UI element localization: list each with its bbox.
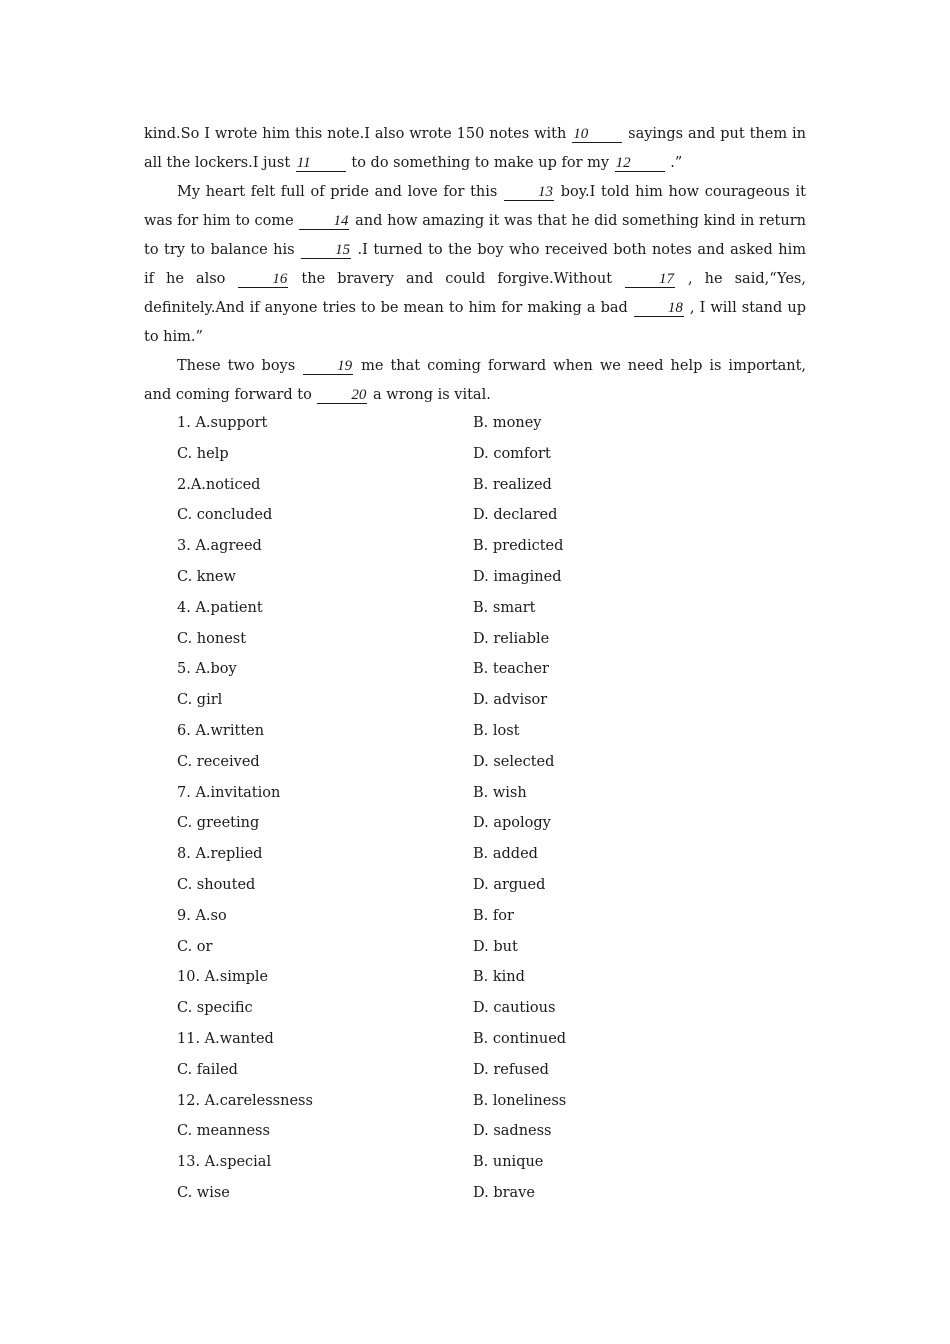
option-row (177, 471, 817, 502)
option-right: D. comfort (473, 445, 551, 462)
option-right: B. money (473, 415, 542, 431)
option-row (177, 871, 817, 902)
option-row (177, 963, 817, 994)
option-right: D. cautious (473, 1000, 556, 1017)
option-right: B. teacher (473, 661, 549, 678)
blank-13: 13 (504, 185, 554, 201)
option-row (177, 717, 817, 748)
blank-11: 11 (296, 156, 346, 172)
option-left: 7. A.invitation (177, 784, 281, 801)
option-left: C. shouted (177, 876, 256, 893)
text-run: me that coming forward when we need help is important, and coming forward to (144, 358, 807, 403)
option-row (177, 625, 817, 656)
option-right: D. advisor (473, 692, 548, 709)
text-run: the bravery and could forgive.Without (289, 271, 625, 287)
option-right: B. unique (473, 1154, 544, 1171)
text-run: , I will stand up to him.” (144, 300, 806, 345)
option-left: C. help (177, 445, 229, 462)
option-left: 9. A.so (177, 907, 227, 924)
option-row (177, 933, 817, 964)
option-row (177, 440, 817, 471)
option-row (177, 1087, 817, 1118)
blank-10: 10 (572, 127, 622, 143)
option-right: B. loneliness (473, 1092, 567, 1109)
option-right: D. imagined (473, 568, 562, 585)
option-right: B. predicted (473, 538, 564, 555)
answer-options-list (177, 409, 817, 1210)
option-right: B. kind (473, 969, 525, 986)
option-left: C. concluded (177, 507, 273, 524)
option-row (177, 994, 817, 1025)
option-left: 12. A.carelessness (177, 1092, 313, 1109)
option-left: C. received (177, 753, 260, 770)
option-row (177, 840, 817, 871)
option-row (177, 902, 817, 933)
option-right: D. apology (473, 815, 551, 832)
paragraph-3 (144, 352, 806, 410)
option-row (177, 1117, 817, 1148)
option-row (177, 1148, 817, 1179)
option-row (177, 655, 817, 686)
blank-17: 17 (625, 272, 675, 288)
blank-12: 12 (615, 156, 665, 172)
option-left: 10. A.simple (177, 969, 269, 986)
option-right: D. selected (473, 753, 555, 770)
option-right: B. lost (473, 722, 520, 739)
option-row (177, 563, 817, 594)
text-run: These two boys (177, 358, 303, 374)
option-left: 4. A.patient (177, 599, 263, 616)
option-left: 13. A.special (177, 1154, 272, 1171)
option-left: C. greeting (177, 815, 260, 832)
option-left: C. or (177, 938, 213, 955)
blank-16: 16 (238, 272, 288, 288)
option-row (177, 501, 817, 532)
blank-15: 15 (301, 243, 351, 259)
option-right: D. argued (473, 876, 546, 893)
option-left: C. wise (177, 1184, 230, 1201)
text-run: to do something to make up for my (346, 155, 614, 171)
option-left: C. specific (177, 1000, 253, 1017)
option-left: 5. A.boy (177, 661, 237, 678)
option-right: D. reliable (473, 630, 550, 647)
option-left: 8. A.replied (177, 846, 263, 863)
option-right: D. sadness (473, 1123, 552, 1140)
text-run: sayings and put them in all the lockers.I just (144, 126, 806, 171)
option-right: D. but (473, 938, 518, 955)
blank-14: 14 (299, 214, 349, 230)
text-run: My heart felt full of pride and love for this (177, 184, 504, 200)
option-left: 2.A.noticed (177, 476, 261, 493)
option-row (177, 1179, 817, 1210)
cloze-passage (144, 120, 806, 410)
option-row (177, 748, 817, 779)
option-left: 6. A.written (177, 722, 265, 739)
option-left: C. honest (177, 630, 247, 647)
option-row (177, 809, 817, 840)
paragraph-2 (144, 178, 806, 352)
option-row (177, 686, 817, 717)
paragraph-1 (144, 120, 806, 178)
option-left: C. knew (177, 568, 236, 585)
option-row (177, 1056, 817, 1087)
option-right: B. wish (473, 784, 527, 801)
text-run: a wrong is vital. (368, 387, 491, 403)
text-run: kind.So I wrote him this note.I also wrote 150 notes with (144, 126, 572, 142)
option-right: B. smart (473, 599, 536, 616)
text-run: boy.I told him how courageous it was for him to come (144, 184, 806, 229)
option-right: B. continued (473, 1030, 567, 1047)
blank-19: 19 (303, 359, 353, 375)
option-right: B. realized (473, 476, 552, 493)
text-run: .I turned to the boy who received both notes and asked him if he also (144, 242, 806, 287)
option-left: C. meanness (177, 1123, 270, 1140)
option-right: D. declared (473, 507, 558, 524)
option-row (177, 409, 817, 440)
text-run: , he said,“Yes, definitely.And if anyone tries to be mean to him for making a bad (144, 271, 806, 316)
option-left: 3. A.agreed (177, 538, 262, 555)
option-row (177, 594, 817, 625)
option-row (177, 1025, 817, 1056)
option-row (177, 779, 817, 810)
option-right: B. added (473, 846, 538, 863)
blank-18: 18 (634, 301, 684, 317)
text-run: and how amazing it was that he did something kind in return to try to balance his (144, 213, 806, 258)
option-left: C. girl (177, 692, 223, 709)
option-left: C. failed (177, 1061, 238, 1078)
option-right: D. refused (473, 1061, 549, 1078)
text-run: .” (665, 155, 683, 171)
option-right: D. brave (473, 1184, 535, 1201)
option-row (177, 532, 817, 563)
blank-20: 20 (317, 388, 367, 404)
option-left: 11. A.wanted (177, 1030, 274, 1047)
option-left: 1. A.support (177, 415, 268, 431)
option-right: B. for (473, 907, 514, 924)
